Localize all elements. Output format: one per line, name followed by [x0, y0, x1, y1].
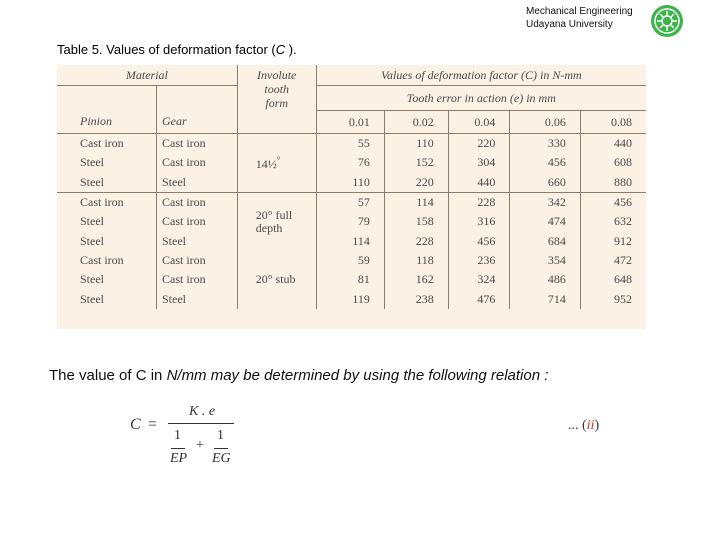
header-line-1: Mechanical Engineering: [526, 6, 633, 17]
cell-value: 76: [316, 153, 384, 172]
formula-ep: EP: [170, 451, 188, 466]
header-error-3: 0.04: [448, 111, 510, 134]
cell-value: 952: [614, 291, 632, 306]
header-error-2: 0.02: [384, 111, 448, 134]
cell-value: 228: [384, 231, 448, 250]
cell-value: 81: [316, 270, 384, 289]
cell-value: 354: [510, 251, 580, 270]
table-row: [57, 270, 646, 289]
cell-value: 456: [510, 153, 580, 172]
cell-value: 456: [580, 192, 646, 212]
eq-ref-prefix: ... (: [568, 418, 587, 433]
cell-value: 648: [614, 272, 632, 287]
cell-value: 912: [614, 233, 632, 248]
cell-value: 456: [448, 231, 510, 250]
table-row: [57, 134, 646, 154]
cell-form-20-stub: 20° stub: [237, 251, 316, 309]
cell-value: 114: [384, 192, 448, 212]
cell-value: 440: [614, 136, 632, 151]
cell-value: 118: [384, 251, 448, 270]
cell-value: 440: [448, 173, 510, 193]
cell-value: 158: [384, 212, 448, 231]
cell-value: 110: [384, 134, 448, 154]
formula-plus: +: [196, 438, 204, 453]
cell-value: 324: [448, 270, 510, 289]
cell-value: 236: [448, 251, 510, 270]
university-logo-icon: [650, 4, 684, 38]
cell-value: 316: [448, 212, 510, 231]
formula-fraction-bar: [168, 423, 234, 424]
cell-value: 660: [510, 173, 580, 193]
header-error-4: 0.06: [510, 111, 580, 134]
cell-value: 57: [316, 192, 384, 212]
header-error-1: 0.01: [316, 111, 384, 134]
cell-value: 684: [510, 231, 580, 250]
cell-value: 474: [510, 212, 580, 231]
eq-ref-suffix: ): [594, 418, 600, 433]
cell-value: 152: [384, 153, 448, 172]
header-error-5: 0.08: [580, 111, 646, 134]
cell-value: 110: [316, 173, 384, 193]
table-row: [57, 289, 646, 308]
table-row: [57, 153, 646, 172]
formula-one-b: 1: [217, 428, 224, 443]
cell-gear: Cast iron: [156, 270, 237, 289]
header-pinion: Pinion: [57, 111, 156, 134]
caption-suffix: ).: [285, 42, 297, 57]
formula-equals: =: [148, 416, 158, 433]
formula-eg: EG: [212, 451, 231, 466]
cell-pinion: Steel: [57, 173, 156, 193]
deformation-formula: [120, 398, 620, 478]
formula-lhs: C: [130, 416, 141, 433]
cell-value: 880: [614, 174, 632, 189]
caption-prefix: Table 5. Values of deformation factor (: [57, 42, 276, 57]
form-20-full-line-2: depth: [255, 220, 283, 235]
cell-pinion: Steel: [57, 212, 156, 231]
table-row: [57, 251, 646, 270]
header-material: Material: [57, 65, 237, 86]
header-form-line-1: Involute: [257, 68, 297, 82]
formula-numerator: K . e: [189, 404, 216, 419]
cell-gear: Steel: [156, 289, 237, 308]
cell-value: 304: [448, 153, 510, 172]
cell-pinion: Cast iron: [57, 251, 156, 270]
cell-value: 238: [384, 289, 448, 308]
header-tooth-error: Tooth error in action (e) in mm: [316, 86, 646, 111]
institution-header: [526, 5, 633, 31]
cell-value: 220: [384, 173, 448, 193]
formula-sub-bar-b: [214, 448, 228, 449]
table-row: [57, 173, 646, 193]
formula-one-a: 1: [174, 428, 181, 443]
table-row: [57, 212, 646, 231]
caption-variable: C: [275, 42, 286, 57]
cell-gear: Cast iron: [156, 192, 237, 212]
cell-value: 119: [316, 289, 384, 308]
cell-value: 608: [614, 155, 632, 170]
form-14-5-label: 14½: [255, 157, 277, 172]
cell-pinion: Cast iron: [57, 134, 156, 154]
header-gear: Gear: [156, 111, 237, 134]
cell-value: 59: [316, 251, 384, 270]
header-line-2: Udayana University: [526, 19, 613, 30]
form-20-full-line-1: 20° full: [255, 207, 293, 222]
header-tooth-form: [237, 65, 316, 111]
form-14-5-degree: °: [276, 155, 281, 166]
eq-ref-number: ii: [586, 418, 595, 433]
cell-value: 220: [448, 134, 510, 154]
cell-gear: Cast iron: [156, 134, 237, 154]
cell-value: 632: [614, 214, 632, 229]
cell-value: 162: [384, 270, 448, 289]
table-caption: [57, 42, 297, 57]
cell-gear: Cast iron: [156, 212, 237, 231]
cell-gear: Steel: [156, 231, 237, 250]
cell-gear: Cast iron: [156, 251, 237, 270]
cell-pinion: Steel: [57, 231, 156, 250]
cell-value: 486: [510, 270, 580, 289]
cell-pinion: Cast iron: [57, 192, 156, 212]
cell-value: 714: [510, 289, 580, 308]
cell-value: 114: [316, 231, 384, 250]
table-row: [57, 192, 646, 212]
cell-pinion: Steel: [57, 270, 156, 289]
equation-reference: [568, 418, 599, 434]
header-values: Values of deformation factor (C) in N-mm: [381, 67, 582, 82]
header-form-line-2: tooth: [264, 82, 290, 96]
cell-pinion: Steel: [57, 153, 156, 172]
relation-prefix: The value of C in: [49, 367, 167, 384]
formula-sub-bar-a: [171, 448, 185, 449]
relation-unit: N/mm may be determined by using the following relation :: [166, 367, 549, 384]
cell-form-20-full: [237, 192, 316, 250]
cell-gear: Cast iron: [156, 153, 237, 172]
cell-value: 476: [448, 289, 510, 308]
cell-pinion: Steel: [57, 289, 156, 308]
cell-value: 472: [614, 252, 632, 267]
deformation-factor-table: [57, 65, 646, 329]
cell-value: 228: [448, 192, 510, 212]
cell-value: 342: [510, 192, 580, 212]
relation-text: [49, 367, 548, 384]
cell-value: 330: [510, 134, 580, 154]
cell-value: 55: [316, 134, 384, 154]
table-row: [57, 231, 646, 250]
cell-value: 79: [316, 212, 384, 231]
cell-gear: Steel: [156, 173, 237, 193]
cell-form-14-5: [237, 134, 316, 193]
header-form-line-3: form: [265, 96, 289, 110]
